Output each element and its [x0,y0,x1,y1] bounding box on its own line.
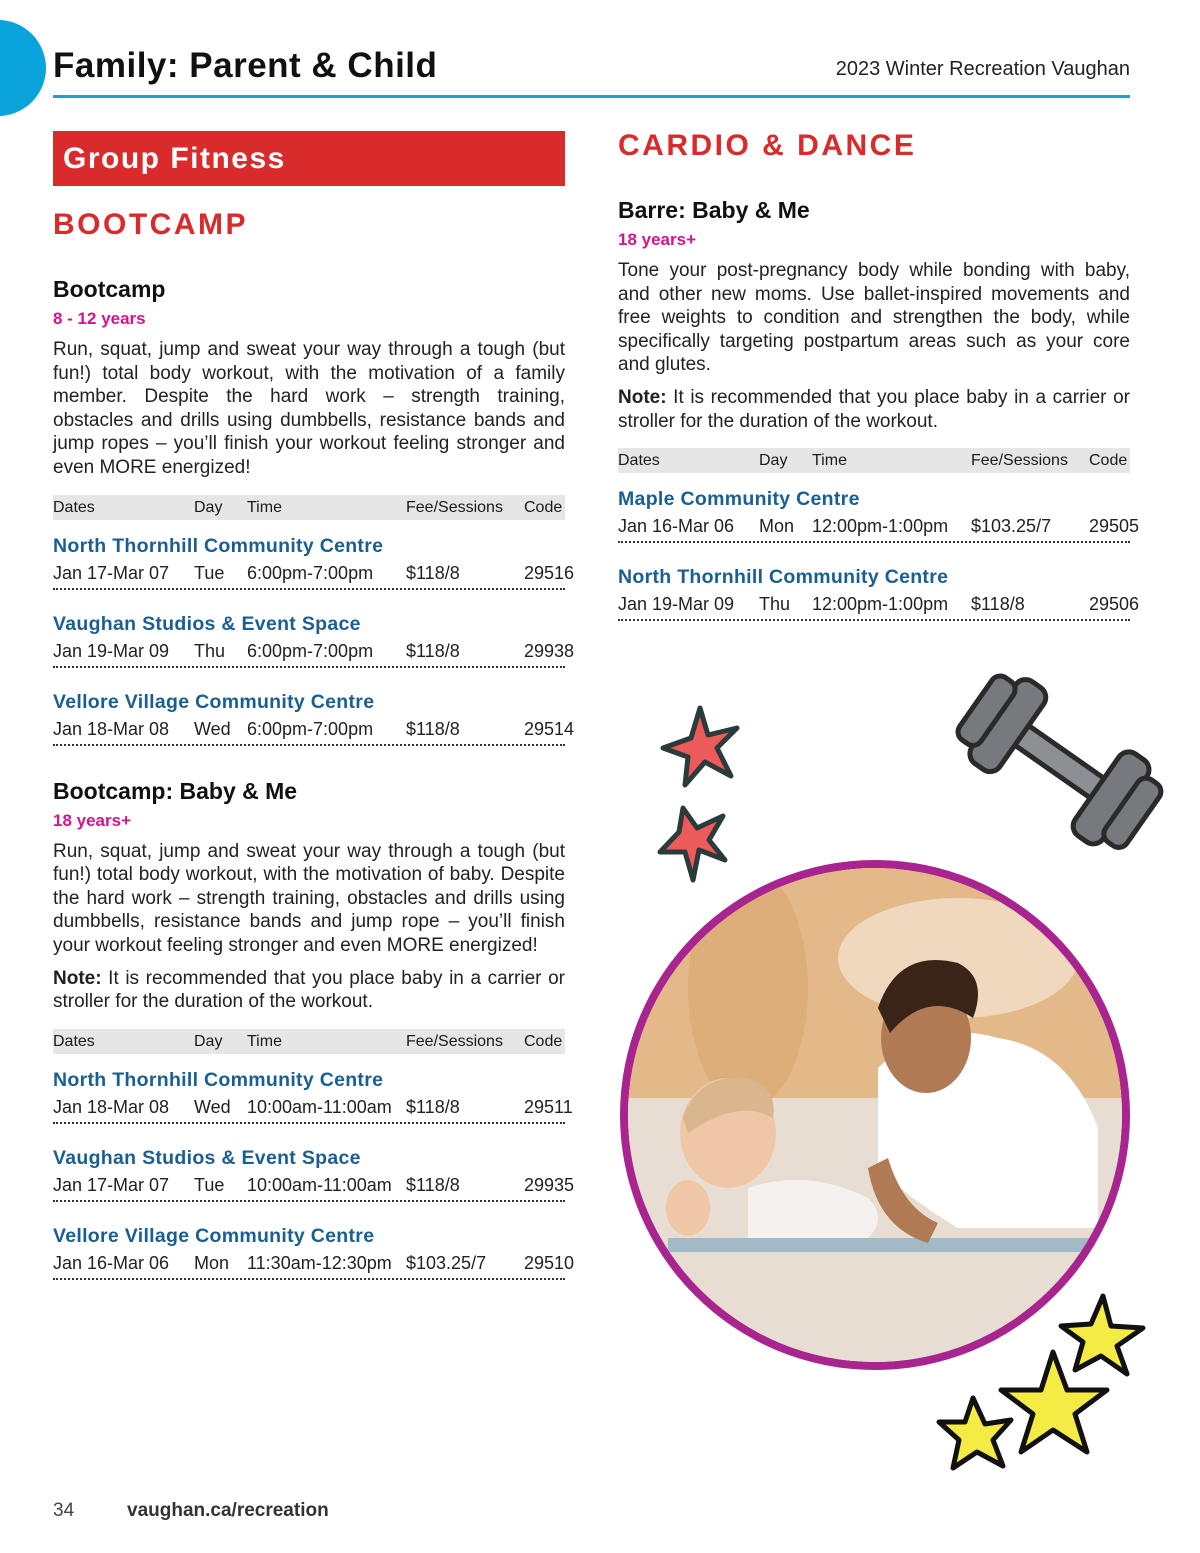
row-dates: Jan 17-Mar 07 [53,1174,170,1195]
row-time: 6:00pm-7:00pm [247,718,374,739]
location-block [53,1224,575,1280]
section-tab-marker [0,20,46,116]
row-day: Tue [194,562,225,583]
row-day: Mon [194,1252,230,1273]
page-title: Family: Parent & Child [53,46,438,85]
header-dates: Dates [53,1032,95,1050]
table-row [618,589,1140,621]
location-block [53,534,575,590]
row-code: 29516 [524,562,575,583]
row-time: 12:00pm-1:00pm [812,594,949,615]
category-heading: CARDIO & DANCE [618,129,917,162]
red-star-icon [660,808,725,880]
mother-baby-workout-photo [628,868,1122,1362]
location-name: Vellore Village Community Centre [53,1224,375,1247]
location-block [53,1146,575,1202]
note-text: It is recommended that you place baby in a carrier or stroller for the duration of the workout. [618,386,1130,432]
row-day: Tue [194,1174,225,1195]
header-day: Day [194,498,223,516]
row-dates: Jan 18-Mar 08 [53,718,170,739]
age-range: 8 - 12 years [53,309,146,328]
section-banner: Group Fitness [53,131,565,186]
row-code: 29511 [524,1096,573,1117]
header-day: Day [194,1032,223,1050]
row-fee: $118/8 [406,718,460,739]
schedule-table-header [53,495,565,520]
location-name: Vellore Village Community Centre [53,690,375,713]
location-name: North Thornhill Community Centre [53,534,384,557]
schedule-table-header [53,1029,565,1054]
row-time: 12:00pm-1:00pm [812,516,949,537]
header-dates: Dates [53,498,95,516]
program-barre-baby [618,197,1140,621]
table-row [53,1170,575,1202]
row-fee: $118/8 [406,1174,460,1195]
header-divider [53,95,1130,98]
location-block [618,566,1140,621]
row-fee: $103.25/7 [971,516,1052,537]
table-row [618,511,1140,543]
location-name: Vaughan Studios & Event Space [53,612,361,635]
schedule-table-header [618,448,1130,473]
row-fee: $118/8 [406,1096,460,1117]
location-block [53,690,575,746]
header-code: Code [1089,452,1128,470]
location-name: North Thornhill Community Centre [618,566,949,589]
row-code: 29938 [524,640,575,661]
location-block [53,1068,573,1124]
program-description: Run, squat, jump and sweat your way through a tough (but fun!) total body workout, with the motivation of a family member. Despite the hard work – strength training, obstacles and drills using dumbbells, resistance bands and jump ropes – you’ll finish your workout feeling stronger and even MORE energized! [53,339,565,478]
header-time: Time [812,452,847,470]
header-dates: Dates [618,452,660,470]
row-dates: Jan 19-Mar 09 [53,640,170,661]
location-block [53,612,575,668]
category-heading: BOOTCAMP [53,208,248,241]
row-fee: $118/8 [406,640,460,661]
header-fee: Fee/Sessions [971,452,1068,470]
photo-illustration [628,868,1122,1362]
red-star-icon [663,708,737,785]
row-day: Thu [194,640,226,661]
row-dates: Jan 19-Mar 09 [618,594,735,615]
table-row [53,1248,575,1280]
location-name: North Thornhill Community Centre [53,1068,384,1091]
row-code: 29514 [524,718,575,739]
table-row [53,636,575,668]
left-column [53,131,575,1280]
note-label: Note: [53,967,102,989]
header-code: Code [524,498,563,516]
row-time: 10:00am-11:00am [247,1174,392,1195]
row-fee: $118/8 [406,562,460,583]
row-day: Wed [194,1096,231,1117]
age-range: 18 years+ [618,230,696,249]
yellow-star-icon [939,1398,1011,1468]
row-time: 11:30am-12:30pm [247,1252,392,1273]
row-time: 6:00pm-7:00pm [247,640,374,661]
header-fee: Fee/Sessions [406,498,503,516]
program-description: Run, squat, jump and sweat your way through a tough (but fun!) total body workout, with the motivation of baby. Despite the hard work – strength training, obstacles and drills using dumbbells, resistance bands and jump rope – you’ll finish your workout feeling stronger and even MORE energized! [53,840,565,956]
row-dates: Jan 16-Mar 06 [53,1252,170,1273]
location-block [618,488,1140,543]
note-label: Note: [618,386,667,408]
row-fee: $118/8 [971,594,1025,615]
red-stars-decoration [655,700,755,890]
note-text: It is recommended that you place baby in a carrier or stroller for the duration of the workout. [53,967,565,1013]
header-time: Time [247,1032,282,1050]
program-bootcamp-baby [53,777,575,1280]
yellow-star-icon [1061,1296,1143,1374]
header-code: Code [524,1032,563,1050]
row-dates: Jan 18-Mar 08 [53,1096,170,1117]
location-name: Vaughan Studios & Event Space [53,1146,361,1169]
program-title: Bootcamp [53,276,166,302]
row-code: 29510 [524,1252,575,1273]
row-dates: Jan 17-Mar 07 [53,562,170,583]
table-row [53,714,575,746]
program-title: Barre: Baby & Me [618,197,810,223]
program-description: Tone your post-pregnancy body while bonding with baby, and other new moms. Use ballet-inspired movements and free weights to condition and strengthen the body, while specifically targeting postpartum areas such as your core and glutes. [618,260,1130,376]
row-code: 29935 [524,1174,575,1195]
dumbbell-icon [940,660,1175,860]
table-row [53,1092,573,1124]
row-code: 29505 [1089,516,1140,537]
row-time: 6:00pm-7:00pm [247,562,374,583]
program-note [618,386,1130,433]
header-fee: Fee/Sessions [406,1032,503,1050]
header-day: Day [759,452,788,470]
row-time: 10:00am-11:00am [247,1096,392,1117]
row-dates: Jan 16-Mar 06 [618,516,735,537]
page-number: 34 [53,1500,75,1521]
age-range: 18 years+ [53,810,131,830]
row-day: Mon [759,516,795,537]
table-row [53,558,575,590]
row-fee: $103.25/7 [406,1252,487,1273]
row-code: 29506 [1089,594,1140,615]
right-column [618,129,1140,621]
program-bootcamp [53,276,575,746]
row-day: Thu [759,594,791,615]
row-day: Wed [194,718,231,739]
program-title: Bootcamp: Baby & Me [53,777,298,804]
footer-url: vaughan.ca/recreation [127,1500,329,1521]
location-name: Maple Community Centre [618,488,860,511]
yellow-stars-decoration [935,1290,1150,1475]
program-note [53,967,565,1014]
publication-title: 2023 Winter Recreation Vaughan [835,58,1130,80]
header-time: Time [247,498,282,516]
yellow-star-icon [1001,1352,1107,1452]
